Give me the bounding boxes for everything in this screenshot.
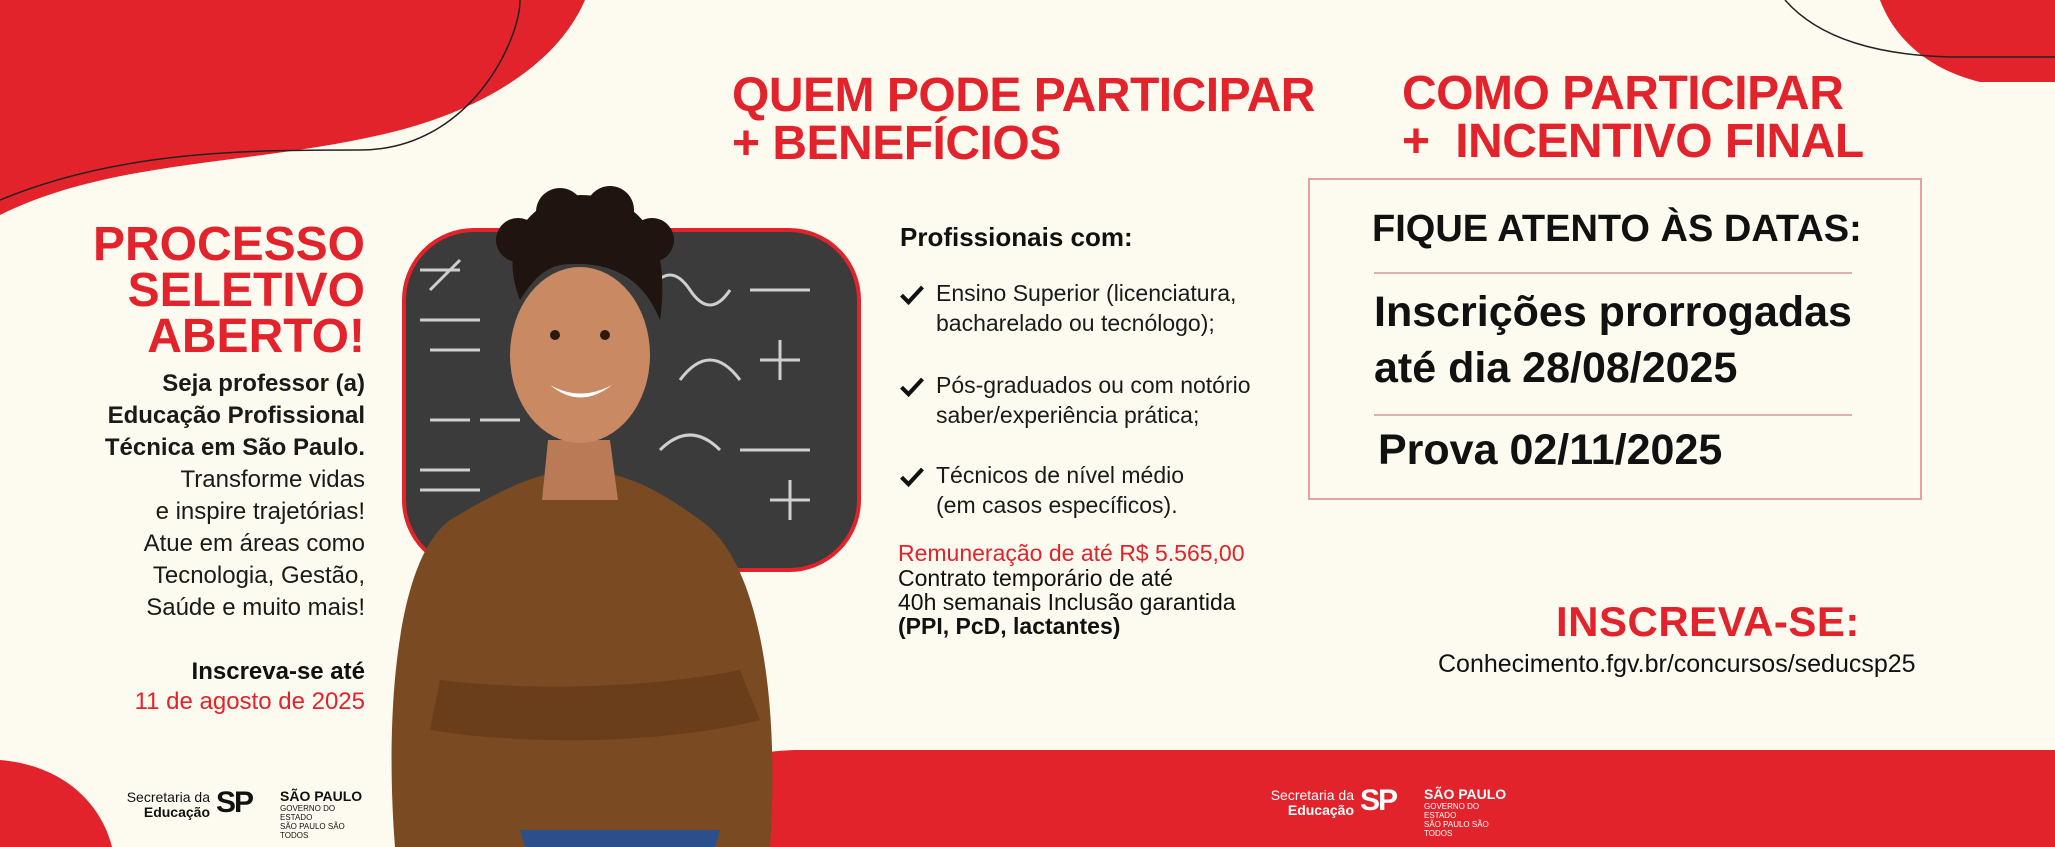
state-line: SÃO PAULO SÃO TODOS	[1424, 820, 1489, 838]
hero-subtitle-line: Educação Profissional	[107, 402, 365, 429]
secretaria-text	[118, 790, 210, 820]
how-to-participate-title	[1402, 67, 1962, 168]
hero-title	[60, 218, 365, 363]
secretaria-text	[1262, 788, 1354, 818]
contract-line: 40h semanais Inclusão garantida	[898, 589, 1236, 615]
remuneration-text: Remuneração de até R$ 5.565,00	[898, 540, 1245, 566]
section-title-line: COMO PARTICIPAR	[1402, 67, 1844, 120]
who-can-participate-title	[732, 69, 1332, 170]
requirement-item	[898, 278, 1298, 342]
dates-box-heading: FIQUE ATENTO ÀS DATAS:	[1372, 208, 1862, 250]
checkmark-icon	[898, 280, 926, 308]
deadline-date: 11 de agosto de 2025	[134, 688, 365, 715]
checkmark-icon	[898, 462, 926, 490]
hero-body-line: Transforme vidas	[180, 466, 365, 493]
divider	[1374, 272, 1852, 274]
contract-line: Contrato temporário de até	[898, 565, 1173, 591]
requirement-text: saber/experiência prática;	[936, 402, 1200, 428]
section-title-line: + INCENTIVO FINAL	[1402, 115, 1864, 168]
hero-body-line: e inspire trajetórias!	[155, 498, 365, 525]
hero-description	[40, 368, 365, 624]
hero-title-line: PROCESSO	[92, 218, 365, 271]
registration-line: Inscrições prorrogadas	[1374, 288, 1852, 336]
state-line: SÃO PAULO	[280, 788, 363, 804]
secretaria-line: Secretaria da	[1270, 787, 1354, 803]
state-text	[1424, 786, 1512, 838]
checkmark-icon	[898, 372, 926, 400]
requirement-item	[898, 460, 1298, 524]
state-line: GOVERNO DO ESTADO	[280, 804, 336, 822]
registration-line: até dia 28/08/2025	[1374, 344, 1738, 392]
hero-body-line: Saúde e muito mais!	[146, 594, 365, 621]
contract-info	[898, 566, 1236, 638]
requirement-text: Técnicos de nível médio	[936, 462, 1185, 488]
divider	[1374, 414, 1852, 416]
signup-link[interactable]: Conhecimento.fgv.br/concursos/seducsp25	[1438, 650, 1916, 678]
requirement-text: bacharelado ou tecnólogo);	[936, 310, 1215, 336]
sp-mark-icon: SP	[216, 786, 253, 819]
hero-subtitle-line: Técnica em São Paulo.	[104, 434, 365, 461]
requirement-text: Ensino Superior (licenciatura,	[936, 280, 1237, 306]
requirement-item	[898, 370, 1298, 434]
contract-line: (PPI, PcD, lactantes)	[898, 613, 1121, 639]
hero-title-line: SELETIVO	[127, 264, 365, 317]
secretaria-logo-right	[1262, 784, 1512, 838]
hero-body-line: Tecnologia, Gestão,	[152, 562, 365, 589]
section-title-line: + BENEFÍCIOS	[732, 117, 1061, 170]
hero-title-line: ABERTO!	[147, 310, 365, 363]
secretaria-logo-left	[118, 786, 368, 840]
exam-date: Prova 02/11/2025	[1378, 426, 1723, 474]
sp-mark-icon: SP	[1360, 784, 1397, 817]
section-title-line: QUEM PODE PARTICIPAR	[732, 69, 1315, 122]
state-line: SÃO PAULO	[1424, 786, 1507, 802]
top-left-red-shape	[0, 0, 585, 215]
hero-subtitle-line: Seja professor (a)	[162, 370, 365, 397]
state-line: GOVERNO DO ESTADO	[1424, 802, 1480, 820]
requirement-text: (em casos específicos).	[936, 492, 1178, 518]
signup-title: INSCREVA-SE:	[1556, 598, 1860, 645]
secretaria-line: Educação	[143, 804, 210, 820]
state-text	[280, 788, 368, 840]
hero-body-line: Atue em áreas como	[143, 530, 365, 557]
registration-extension	[1374, 284, 1852, 396]
professionals-label: Profissionais com:	[900, 222, 1133, 252]
deadline-label: Inscreva-se até	[191, 658, 365, 685]
state-line: SÃO PAULO SÃO TODOS	[280, 822, 345, 840]
bottom-left-red-shape	[0, 760, 112, 847]
requirement-text: Pós-graduados ou com notório	[936, 372, 1251, 398]
secretaria-line: Educação	[1287, 802, 1354, 818]
secretaria-line: Secretaria da	[126, 789, 210, 805]
